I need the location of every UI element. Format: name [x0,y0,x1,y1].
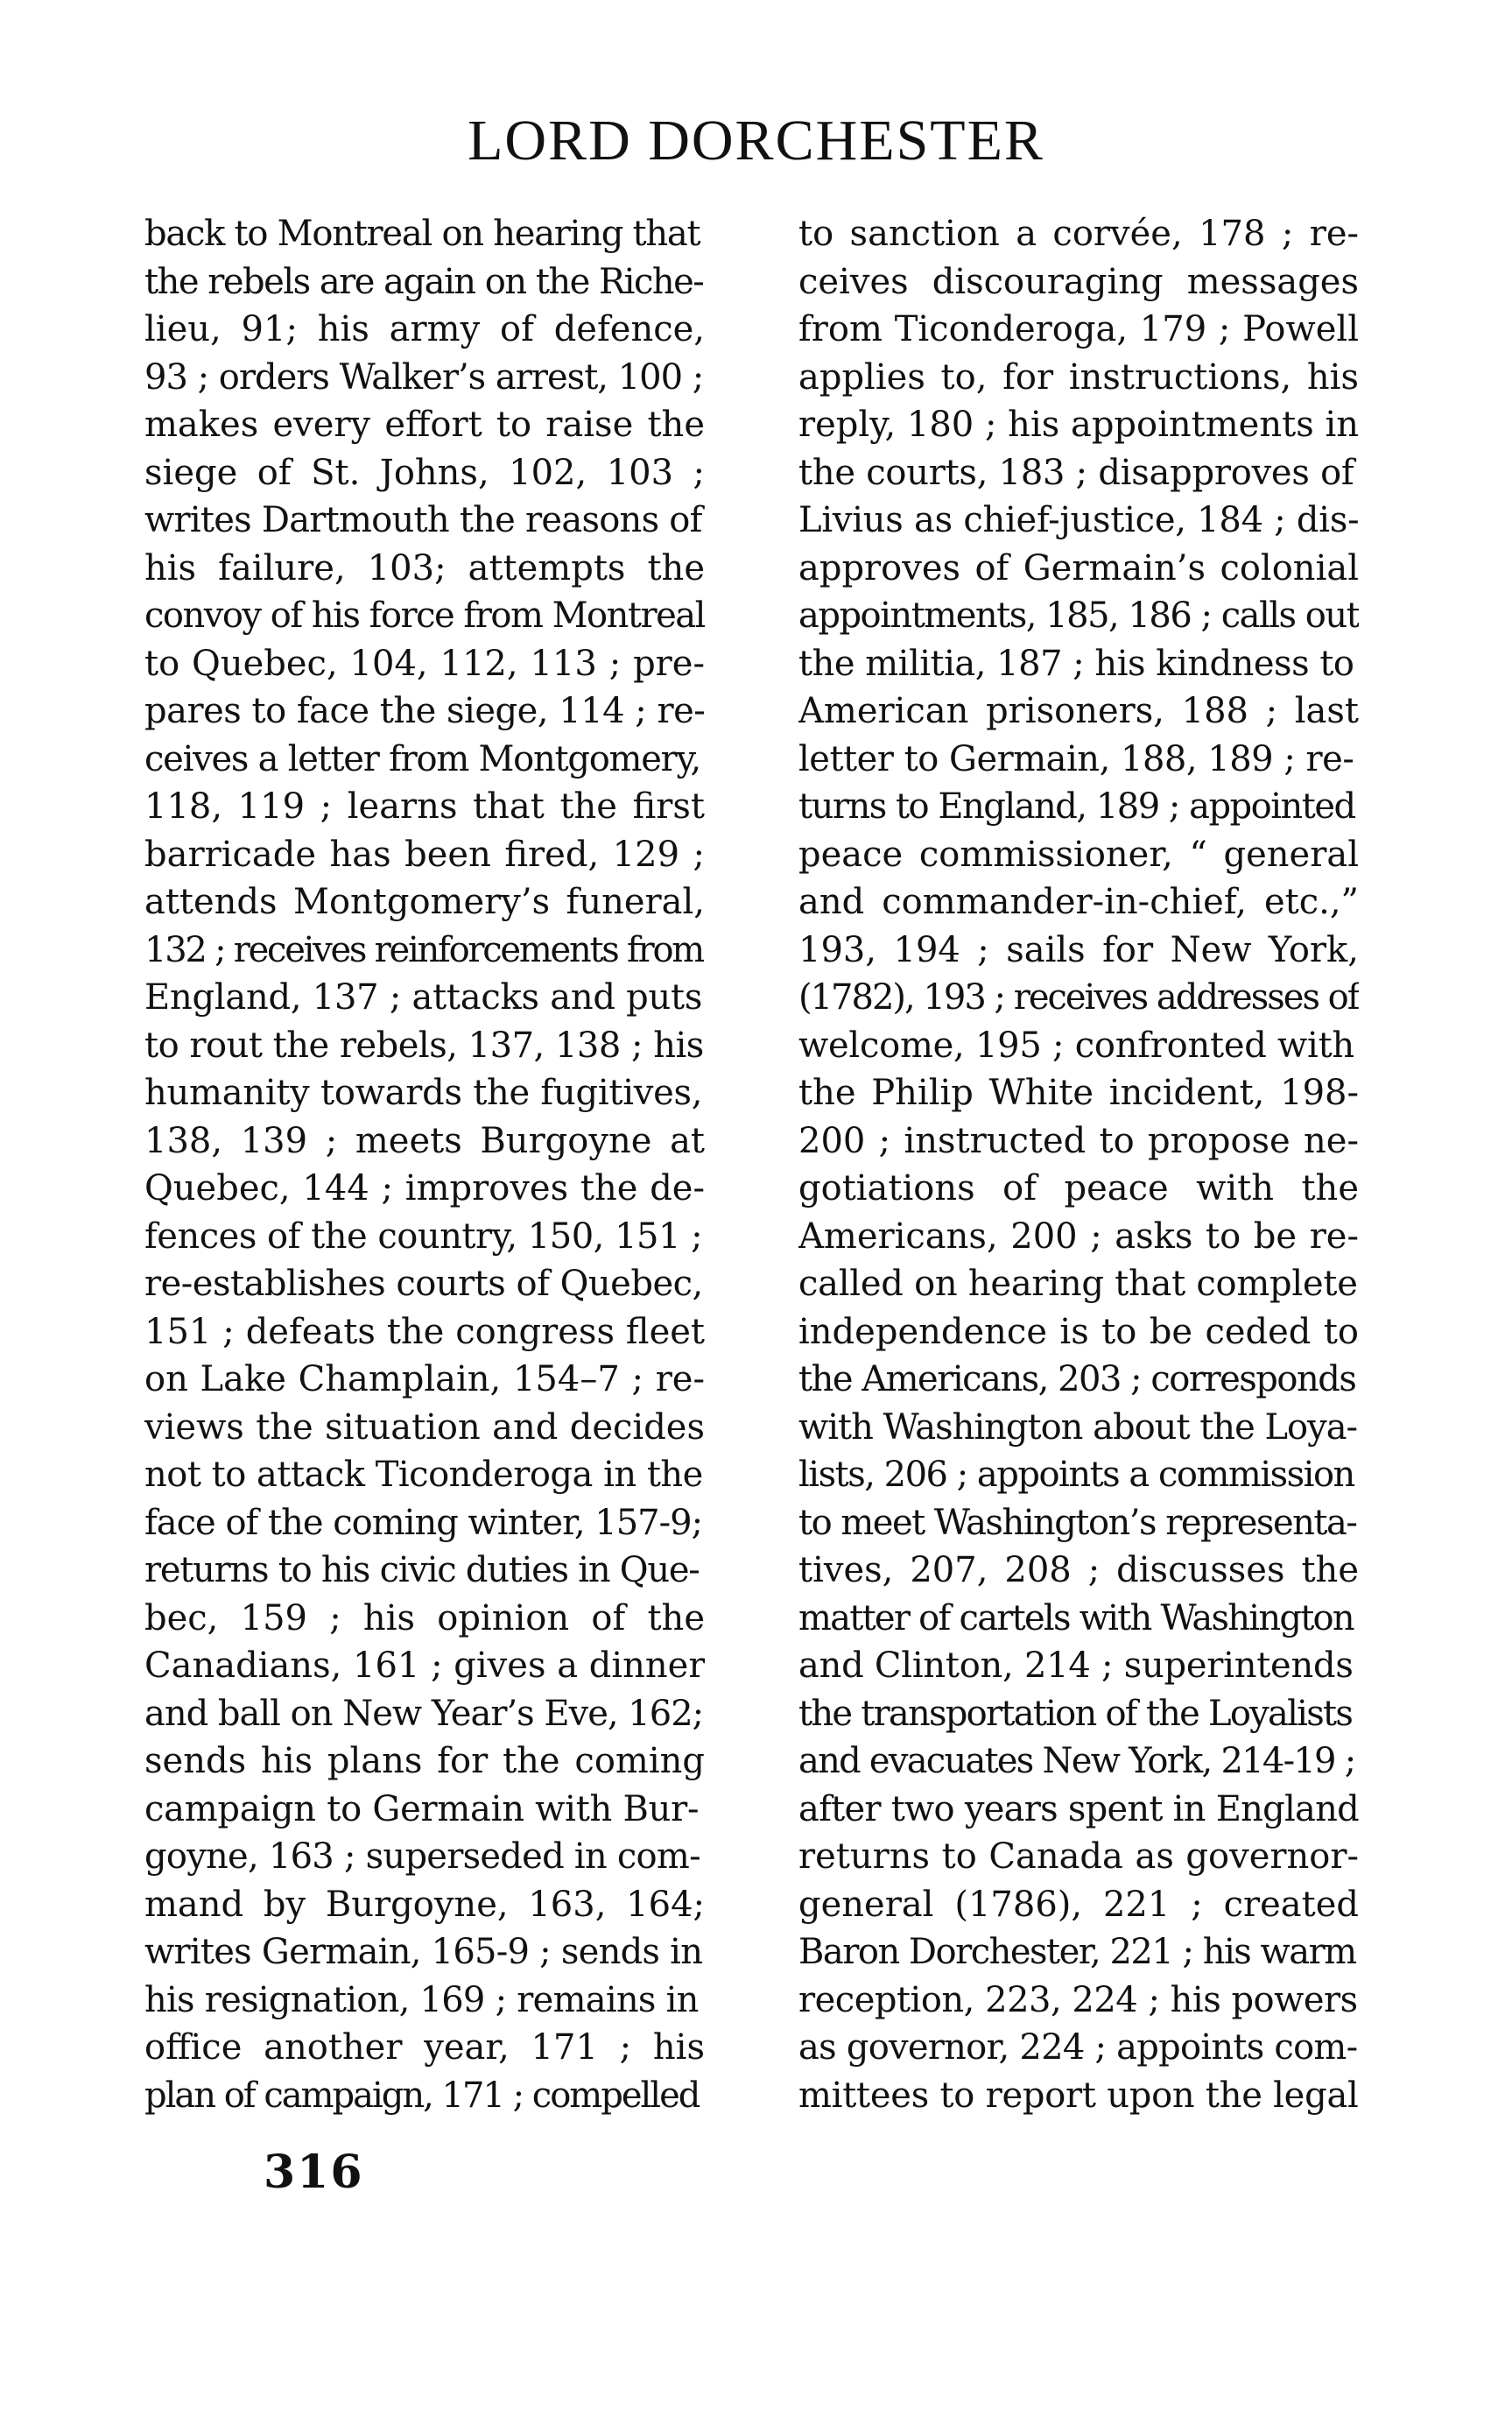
text-line: to sanction a corvée, 178 ; re- [798,214,1359,254]
text-line: independence is to be ceded to [798,1311,1359,1352]
text-line: sends his plans for the coming [144,1741,705,1781]
text-line: from Ticonderoga, 179 ; Powell [798,309,1359,349]
text-line: fences of the country, 150, 151 ; [144,1216,703,1257]
text-line: returns to his civic duties in Que- [144,1550,700,1590]
text-line: England, 137 ; attacks and puts [144,977,703,1018]
text-line: ceives discouraging messages [798,261,1359,302]
running-head: LORD DORCHESTER [468,109,1044,173]
text-line: reception, 223, 224 ; his powers [798,1979,1358,2020]
text-line: ceives a letter from Montgomery, [144,738,700,779]
text-line: and evacuates New York, 214-19 ; [798,1741,1355,1781]
text-line: plan of campaign, 171 ; compelled [144,2075,700,2116]
text-line: and Clinton, 214 ; superintends [798,1645,1354,1686]
text-line: barricade has been fired, 129 ; [144,834,705,875]
text-line: 132 ; receives reinforcements from [144,929,703,970]
text-line: Americans, 200 ; asks to be re- [798,1216,1359,1257]
text-line: writes Germain, 165-9 ; sends in [144,1932,703,1972]
text-line: goyne, 163 ; superseded in com- [144,1836,700,1877]
text-line: pares to face the siege, 114 ; re- [144,691,705,731]
text-line: gotiations of peace with the [798,1168,1359,1209]
text-line: the transportation of the Loyalists [798,1693,1353,1734]
text-line: views the situation and decides [144,1406,705,1448]
text-line: the militia, 187 ; his kindness to [798,643,1354,684]
text-line: 138, 139 ; meets Burgoyne at [144,1120,705,1161]
right-column [798,210,1359,2119]
text-line: campaign to Germain with Bur- [144,1788,700,1829]
text-line: convoy of his force from Montreal [144,595,705,636]
text-line: 193, 194 ; sails for New York, [798,929,1359,970]
text-line: 93 ; orders Walker’s arrest, 100 ; [144,356,704,398]
text-line: Quebec, 144 ; improves the de- [144,1168,705,1209]
text-line: with Washington about the Loya- [798,1406,1358,1448]
text-line: and ball on New Year’s Eve, 162; [144,1693,704,1734]
text-line: the courts, 183 ; disapproves of [798,452,1354,493]
text-line: Baron Dorchester, 221 ; his warm [798,1932,1356,1972]
text-line: Livius as chief-justice, 184 ; dis- [798,500,1359,540]
text-line: the rebels are again on the Riche- [144,261,704,302]
text-line: tives, 207, 208 ; discusses the [798,1550,1359,1590]
text-line: mand by Burgoyne, 163, 164; [144,1884,705,1925]
text-line: siege of St. Johns, 102, 103 ; [144,452,705,493]
text-line: matter of cartels with Washington [798,1597,1354,1638]
text-line: returns to Canada as governor- [798,1836,1359,1877]
text-line: general (1786), 221 ; created [798,1884,1359,1925]
text-line: back to Montreal on hearing that [144,214,700,254]
text-line: face of the coming winter, 157-9; [144,1502,703,1543]
text-line: re-establishes courts of Quebec, [144,1264,703,1304]
text-line: bec, 159 ; his opinion of the [144,1597,705,1638]
text-line: peace commissioner, “ general [798,834,1359,875]
text-line: Canadians, 161 ; gives a dinner [144,1645,705,1686]
text-line: on Lake Champlain, 154–7 ; re- [144,1359,705,1399]
text-line: as governor, 224 ; appoints com- [798,2027,1358,2068]
text-line: his resignation, 169 ; remains in [144,1979,699,2020]
page-number: 316 [264,2146,364,2199]
text-line: and commander-in-chief, etc.,” [798,882,1359,922]
text-line: 200 ; instructed to propose ne- [798,1120,1359,1161]
text-line: reply, 180 ; his appointments in [798,405,1359,445]
text-line: 118, 119 ; learns that the first [144,786,705,827]
text-line: 151 ; defeats the congress fleet [144,1311,705,1352]
text-line: after two years spent in England [798,1788,1359,1829]
text-line: American prisoners, 188 ; last [798,691,1359,731]
text-line: the Americans, 203 ; corresponds [798,1359,1356,1399]
text-line: his failure, 103; attempts the [144,547,705,588]
text-line: called on hearing that complete [798,1264,1358,1304]
text-line: mittees to report upon the legal [798,2075,1359,2116]
text-line: humanity towards the fugitives, [144,1073,703,1113]
text-line: the Philip White incident, 198- [798,1073,1359,1113]
text-line: approves of Germain’s colonial [798,547,1359,588]
text-line: office another year, 171 ; his [144,2027,705,2068]
text-line: to meet Washington’s representa- [798,1502,1357,1543]
text-line: welcome, 195 ; confronted with [798,1025,1354,1066]
text-line: lists, 206 ; appoints a commission [798,1455,1354,1495]
text-line: letter to Germain, 188, 189 ; re- [798,738,1354,779]
left-column [144,210,705,2119]
text-line: lieu, 91; his army of defence, [144,309,705,349]
text-line: appointments, 185, 186 ; calls out [798,595,1359,636]
text-line: not to attack Ticonderoga in the [144,1455,703,1495]
text-line: writes Dartmouth the reasons of [144,500,702,540]
text-line: makes every effort to raise the [144,405,705,445]
text-line: (1782), 193 ; receives addresses of [798,977,1359,1018]
text-line: turns to England, 189 ; appointed [798,786,1355,827]
text-line: to rout the rebels, 137, 138 ; his [144,1025,704,1066]
text-line: attends Montgomery’s funeral, [144,882,705,922]
text-line: to Quebec, 104, 112, 113 ; pre- [144,643,705,684]
text-line: applies to, for instructions, his [798,356,1359,398]
